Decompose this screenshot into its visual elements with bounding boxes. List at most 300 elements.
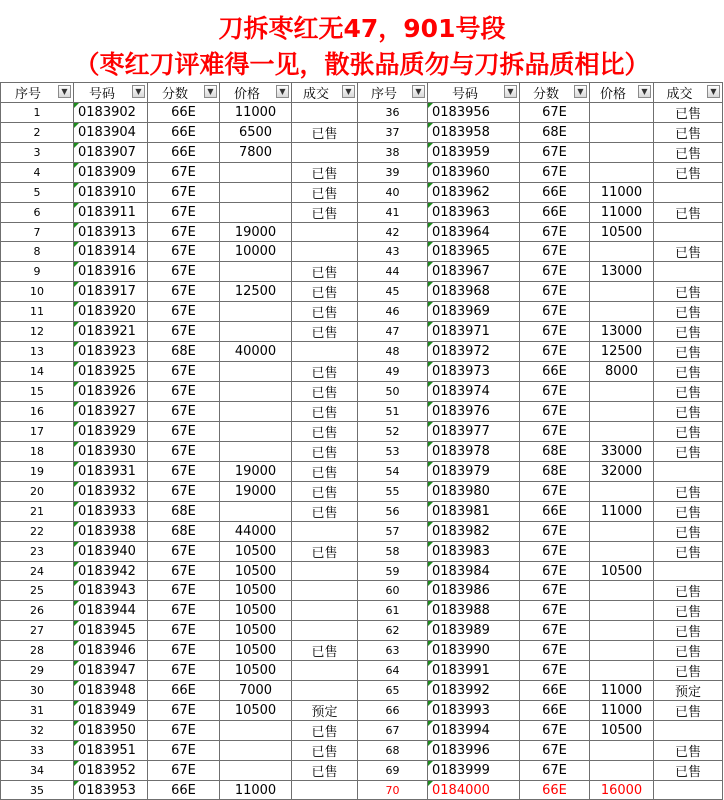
score-cell[interactable]: 67E — [520, 342, 590, 362]
row-number-cell[interactable]: 5 — [1, 183, 74, 203]
score-cell[interactable]: 67E — [148, 422, 220, 442]
deal-status-cell[interactable] — [292, 103, 358, 123]
price-cell[interactable] — [590, 382, 654, 402]
row-number-cell[interactable]: 58 — [358, 542, 428, 562]
deal-status-cell[interactable]: 已售 — [654, 641, 723, 661]
score-cell[interactable]: 67E — [148, 542, 220, 562]
row-number-cell[interactable]: 61 — [358, 601, 428, 621]
score-cell[interactable]: 67E — [148, 621, 220, 641]
price-cell[interactable] — [220, 382, 292, 402]
code-cell[interactable]: 0183953 — [74, 781, 148, 800]
code-cell[interactable]: 0183933 — [74, 502, 148, 522]
code-cell[interactable]: 0183917 — [74, 282, 148, 302]
deal-status-cell[interactable] — [654, 462, 723, 482]
score-cell[interactable]: 67E — [520, 402, 590, 422]
row-number-cell[interactable]: 65 — [358, 681, 428, 701]
code-cell[interactable]: 0183960 — [428, 163, 520, 183]
row-number-cell[interactable]: 34 — [1, 761, 74, 781]
deal-status-cell[interactable]: 已售 — [654, 482, 723, 502]
price-cell[interactable]: 19000 — [220, 223, 292, 242]
deal-status-cell[interactable]: 已售 — [292, 203, 358, 223]
row-number-cell[interactable]: 62 — [358, 621, 428, 641]
price-cell[interactable]: 10500 — [220, 562, 292, 581]
row-number-cell[interactable]: 21 — [1, 502, 74, 522]
price-cell[interactable] — [220, 442, 292, 462]
score-cell[interactable]: 67E — [148, 581, 220, 601]
price-cell[interactable]: 10000 — [220, 242, 292, 262]
deal-status-cell[interactable] — [292, 781, 358, 800]
row-number-cell[interactable]: 30 — [1, 681, 74, 701]
deal-status-cell[interactable] — [292, 681, 358, 701]
price-cell[interactable] — [590, 302, 654, 322]
row-number-cell[interactable]: 31 — [1, 701, 74, 721]
code-cell[interactable]: 0183945 — [74, 621, 148, 641]
price-cell[interactable]: 19000 — [220, 462, 292, 482]
deal-status-cell[interactable] — [292, 661, 358, 681]
row-number-cell[interactable]: 52 — [358, 422, 428, 442]
code-cell[interactable]: 0183980 — [428, 482, 520, 502]
col-header-score-2[interactable] — [520, 83, 590, 103]
row-number-cell[interactable]: 8 — [1, 242, 74, 262]
deal-status-cell[interactable]: 已售 — [654, 661, 723, 681]
row-number-cell[interactable]: 49 — [358, 362, 428, 382]
code-cell[interactable]: 0183959 — [428, 143, 520, 163]
code-cell[interactable]: 0183923 — [74, 342, 148, 362]
code-cell[interactable]: 0183950 — [74, 721, 148, 741]
score-cell[interactable]: 66E — [148, 143, 220, 163]
score-cell[interactable]: 66E — [148, 681, 220, 701]
filter-dropdown-icon[interactable]: ▼ — [58, 85, 71, 98]
score-cell[interactable]: 67E — [148, 641, 220, 661]
deal-status-cell[interactable]: 预定 — [654, 681, 723, 701]
price-cell[interactable] — [590, 581, 654, 601]
row-number-cell[interactable]: 63 — [358, 641, 428, 661]
row-number-cell[interactable]: 18 — [1, 442, 74, 462]
deal-status-cell[interactable]: 已售 — [654, 741, 723, 761]
score-cell[interactable]: 67E — [520, 522, 590, 542]
code-cell[interactable]: 0183907 — [74, 143, 148, 163]
code-cell[interactable]: 0183963 — [428, 203, 520, 223]
score-cell[interactable]: 67E — [520, 482, 590, 502]
score-cell[interactable]: 66E — [520, 681, 590, 701]
code-cell[interactable]: 0183981 — [428, 502, 520, 522]
price-cell[interactable] — [220, 322, 292, 342]
score-cell[interactable]: 67E — [148, 761, 220, 781]
score-cell[interactable]: 67E — [148, 223, 220, 242]
price-cell[interactable] — [590, 621, 654, 641]
code-cell[interactable]: 0183977 — [428, 422, 520, 442]
score-cell[interactable]: 67E — [148, 482, 220, 502]
row-number-cell[interactable]: 26 — [1, 601, 74, 621]
price-cell[interactable] — [220, 362, 292, 382]
deal-status-cell[interactable] — [654, 781, 723, 800]
score-cell[interactable]: 68E — [520, 462, 590, 482]
code-cell[interactable]: 0183946 — [74, 641, 148, 661]
score-cell[interactable]: 67E — [520, 581, 590, 601]
deal-status-cell[interactable] — [292, 242, 358, 262]
row-number-cell[interactable]: 6 — [1, 203, 74, 223]
price-cell[interactable]: 8000 — [590, 362, 654, 382]
filter-dropdown-icon[interactable]: ▼ — [342, 85, 355, 98]
price-cell[interactable] — [590, 143, 654, 163]
deal-status-cell[interactable] — [292, 601, 358, 621]
row-number-cell[interactable]: 32 — [1, 721, 74, 741]
code-cell[interactable]: 0183958 — [428, 123, 520, 143]
code-cell[interactable]: 0183904 — [74, 123, 148, 143]
row-number-cell[interactable]: 2 — [1, 123, 74, 143]
price-cell[interactable] — [220, 262, 292, 282]
price-cell[interactable]: 7800 — [220, 143, 292, 163]
score-cell[interactable]: 67E — [520, 641, 590, 661]
row-number-cell[interactable]: 59 — [358, 562, 428, 581]
code-cell[interactable]: 0183949 — [74, 701, 148, 721]
score-cell[interactable]: 67E — [520, 382, 590, 402]
score-cell[interactable]: 66E — [520, 203, 590, 223]
deal-status-cell[interactable]: 已售 — [654, 422, 723, 442]
deal-status-cell[interactable] — [292, 522, 358, 542]
price-cell[interactable] — [220, 203, 292, 223]
row-number-cell[interactable]: 55 — [358, 482, 428, 502]
score-cell[interactable]: 67E — [520, 741, 590, 761]
score-cell[interactable]: 67E — [148, 262, 220, 282]
deal-status-cell[interactable]: 已售 — [654, 621, 723, 641]
row-number-cell[interactable]: 12 — [1, 322, 74, 342]
code-cell[interactable]: 0183947 — [74, 661, 148, 681]
code-cell[interactable]: 0183938 — [74, 522, 148, 542]
row-number-cell[interactable]: 70 — [358, 781, 428, 800]
row-number-cell[interactable]: 40 — [358, 183, 428, 203]
deal-status-cell[interactable]: 已售 — [654, 143, 723, 163]
row-number-cell[interactable]: 53 — [358, 442, 428, 462]
filter-dropdown-icon[interactable]: ▼ — [504, 85, 517, 98]
deal-status-cell[interactable]: 已售 — [654, 123, 723, 143]
score-cell[interactable]: 67E — [148, 242, 220, 262]
code-cell[interactable]: 0183914 — [74, 242, 148, 262]
price-cell[interactable]: 10500 — [220, 621, 292, 641]
price-cell[interactable] — [590, 163, 654, 183]
row-number-cell[interactable]: 42 — [358, 223, 428, 242]
row-number-cell[interactable]: 67 — [358, 721, 428, 741]
row-number-cell[interactable]: 60 — [358, 581, 428, 601]
score-cell[interactable]: 67E — [520, 761, 590, 781]
score-cell[interactable]: 67E — [148, 302, 220, 322]
row-number-cell[interactable]: 7 — [1, 223, 74, 242]
code-cell[interactable]: 0183913 — [74, 223, 148, 242]
row-number-cell[interactable]: 41 — [358, 203, 428, 223]
deal-status-cell[interactable] — [654, 262, 723, 282]
code-cell[interactable]: 0183989 — [428, 621, 520, 641]
score-cell[interactable]: 67E — [148, 462, 220, 482]
col-header-price[interactable] — [220, 83, 292, 103]
score-cell[interactable]: 67E — [148, 701, 220, 721]
score-cell[interactable]: 67E — [148, 362, 220, 382]
row-number-cell[interactable]: 66 — [358, 701, 428, 721]
row-number-cell[interactable]: 4 — [1, 163, 74, 183]
row-number-cell[interactable]: 17 — [1, 422, 74, 442]
code-cell[interactable]: 0183973 — [428, 362, 520, 382]
deal-status-cell[interactable]: 已售 — [654, 322, 723, 342]
row-number-cell[interactable]: 45 — [358, 282, 428, 302]
deal-status-cell[interactable] — [292, 342, 358, 362]
row-number-cell[interactable]: 38 — [358, 143, 428, 163]
deal-status-cell[interactable] — [292, 621, 358, 641]
score-cell[interactable]: 67E — [148, 382, 220, 402]
row-number-cell[interactable]: 47 — [358, 322, 428, 342]
deal-status-cell[interactable]: 已售 — [654, 163, 723, 183]
row-number-cell[interactable]: 13 — [1, 342, 74, 362]
deal-status-cell[interactable]: 已售 — [292, 362, 358, 382]
code-cell[interactable]: 0183910 — [74, 183, 148, 203]
row-number-cell[interactable]: 24 — [1, 562, 74, 581]
price-cell[interactable] — [220, 402, 292, 422]
code-cell[interactable]: 0183942 — [74, 562, 148, 581]
code-cell[interactable]: 0183983 — [428, 542, 520, 562]
price-cell[interactable]: 12500 — [590, 342, 654, 362]
code-cell[interactable]: 0183968 — [428, 282, 520, 302]
price-cell[interactable]: 10500 — [590, 721, 654, 741]
price-cell[interactable]: 10500 — [220, 581, 292, 601]
row-number-cell[interactable]: 23 — [1, 542, 74, 562]
score-cell[interactable]: 66E — [148, 123, 220, 143]
price-cell[interactable] — [220, 163, 292, 183]
deal-status-cell[interactable]: 已售 — [654, 522, 723, 542]
score-cell[interactable]: 67E — [148, 402, 220, 422]
row-number-cell[interactable]: 50 — [358, 382, 428, 402]
row-number-cell[interactable]: 69 — [358, 761, 428, 781]
row-number-cell[interactable]: 16 — [1, 402, 74, 422]
score-cell[interactable]: 68E — [520, 123, 590, 143]
filter-dropdown-icon[interactable]: ▼ — [132, 85, 145, 98]
col-header-code[interactable] — [74, 83, 148, 103]
price-cell[interactable] — [590, 282, 654, 302]
row-number-cell[interactable]: 37 — [358, 123, 428, 143]
deal-status-cell[interactable]: 已售 — [292, 262, 358, 282]
code-cell[interactable]: 0183932 — [74, 482, 148, 502]
code-cell[interactable]: 0184000 — [428, 781, 520, 800]
deal-status-cell[interactable]: 已售 — [654, 442, 723, 462]
score-cell[interactable]: 67E — [520, 262, 590, 282]
deal-status-cell[interactable]: 已售 — [292, 183, 358, 203]
score-cell[interactable]: 67E — [520, 601, 590, 621]
code-cell[interactable]: 0183999 — [428, 761, 520, 781]
price-cell[interactable]: 11000 — [220, 103, 292, 123]
score-cell[interactable]: 67E — [148, 741, 220, 761]
price-cell[interactable]: 10500 — [590, 562, 654, 581]
deal-status-cell[interactable]: 已售 — [292, 123, 358, 143]
deal-status-cell[interactable] — [654, 183, 723, 203]
deal-status-cell[interactable]: 已售 — [292, 282, 358, 302]
code-cell[interactable]: 0183927 — [74, 402, 148, 422]
code-cell[interactable]: 0183962 — [428, 183, 520, 203]
col-header-score[interactable] — [148, 83, 220, 103]
score-cell[interactable]: 67E — [148, 322, 220, 342]
row-number-cell[interactable]: 48 — [358, 342, 428, 362]
price-cell[interactable]: 32000 — [590, 462, 654, 482]
code-cell[interactable]: 0183991 — [428, 661, 520, 681]
score-cell[interactable]: 66E — [520, 502, 590, 522]
score-cell[interactable]: 67E — [148, 442, 220, 462]
score-cell[interactable]: 67E — [520, 621, 590, 641]
col-header-price-2[interactable] — [590, 83, 654, 103]
deal-status-cell[interactable]: 已售 — [292, 641, 358, 661]
deal-status-cell[interactable]: 已售 — [654, 382, 723, 402]
code-cell[interactable]: 0183951 — [74, 741, 148, 761]
price-cell[interactable]: 13000 — [590, 262, 654, 282]
code-cell[interactable]: 0183994 — [428, 721, 520, 741]
code-cell[interactable]: 0183911 — [74, 203, 148, 223]
score-cell[interactable]: 67E — [520, 163, 590, 183]
score-cell[interactable]: 67E — [520, 143, 590, 163]
price-cell[interactable]: 19000 — [220, 482, 292, 502]
row-number-cell[interactable]: 3 — [1, 143, 74, 163]
row-number-cell[interactable]: 9 — [1, 262, 74, 282]
row-number-cell[interactable]: 1 — [1, 103, 74, 123]
deal-status-cell[interactable] — [654, 223, 723, 242]
score-cell[interactable]: 67E — [520, 322, 590, 342]
price-cell[interactable]: 11000 — [220, 781, 292, 800]
code-cell[interactable]: 0183952 — [74, 761, 148, 781]
code-cell[interactable]: 0183986 — [428, 581, 520, 601]
price-cell[interactable]: 12500 — [220, 282, 292, 302]
deal-status-cell[interactable]: 已售 — [292, 302, 358, 322]
row-number-cell[interactable]: 57 — [358, 522, 428, 542]
price-cell[interactable]: 33000 — [590, 442, 654, 462]
price-cell[interactable]: 10500 — [590, 223, 654, 242]
price-cell[interactable]: 11000 — [590, 183, 654, 203]
code-cell[interactable]: 0183916 — [74, 262, 148, 282]
row-number-cell[interactable]: 10 — [1, 282, 74, 302]
score-cell[interactable]: 67E — [520, 562, 590, 581]
deal-status-cell[interactable] — [292, 143, 358, 163]
col-header-no-2[interactable] — [358, 83, 428, 103]
code-cell[interactable]: 0183972 — [428, 342, 520, 362]
deal-status-cell[interactable]: 已售 — [292, 482, 358, 502]
score-cell[interactable]: 67E — [148, 661, 220, 681]
filter-dropdown-icon[interactable]: ▼ — [204, 85, 217, 98]
deal-status-cell[interactable] — [292, 562, 358, 581]
deal-status-cell[interactable]: 已售 — [654, 282, 723, 302]
deal-status-cell[interactable] — [292, 223, 358, 242]
price-cell[interactable]: 6500 — [220, 123, 292, 143]
row-number-cell[interactable]: 19 — [1, 462, 74, 482]
price-cell[interactable] — [220, 183, 292, 203]
price-cell[interactable] — [590, 242, 654, 262]
score-cell[interactable]: 67E — [148, 203, 220, 223]
deal-status-cell[interactable] — [654, 562, 723, 581]
row-number-cell[interactable]: 25 — [1, 581, 74, 601]
deal-status-cell[interactable]: 已售 — [654, 601, 723, 621]
code-cell[interactable]: 0183974 — [428, 382, 520, 402]
deal-status-cell[interactable]: 已售 — [654, 203, 723, 223]
deal-status-cell[interactable]: 已售 — [654, 502, 723, 522]
score-cell[interactable]: 67E — [148, 163, 220, 183]
price-cell[interactable]: 10500 — [220, 641, 292, 661]
deal-status-cell[interactable]: 已售 — [654, 542, 723, 562]
price-cell[interactable] — [590, 641, 654, 661]
score-cell[interactable]: 67E — [520, 302, 590, 322]
code-cell[interactable]: 0183930 — [74, 442, 148, 462]
price-cell[interactable]: 11000 — [590, 681, 654, 701]
deal-status-cell[interactable]: 已售 — [654, 362, 723, 382]
deal-status-cell[interactable]: 已售 — [654, 342, 723, 362]
deal-status-cell[interactable]: 已售 — [654, 402, 723, 422]
code-cell[interactable]: 0183909 — [74, 163, 148, 183]
deal-status-cell[interactable]: 已售 — [292, 721, 358, 741]
deal-status-cell[interactable]: 已售 — [654, 581, 723, 601]
score-cell[interactable]: 67E — [148, 601, 220, 621]
filter-dropdown-icon[interactable]: ▼ — [707, 85, 720, 98]
row-number-cell[interactable]: 64 — [358, 661, 428, 681]
price-cell[interactable] — [220, 302, 292, 322]
col-header-deal[interactable] — [292, 83, 358, 103]
price-cell[interactable] — [590, 422, 654, 442]
code-cell[interactable]: 0183929 — [74, 422, 148, 442]
price-cell[interactable] — [590, 123, 654, 143]
price-cell[interactable] — [220, 721, 292, 741]
row-number-cell[interactable]: 29 — [1, 661, 74, 681]
code-cell[interactable]: 0183967 — [428, 262, 520, 282]
deal-status-cell[interactable]: 预定 — [292, 701, 358, 721]
deal-status-cell[interactable]: 已售 — [292, 542, 358, 562]
price-cell[interactable]: 13000 — [590, 322, 654, 342]
price-cell[interactable] — [590, 601, 654, 621]
col-header-no[interactable] — [1, 83, 74, 103]
score-cell[interactable]: 67E — [520, 422, 590, 442]
deal-status-cell[interactable]: 已售 — [292, 163, 358, 183]
price-cell[interactable]: 11000 — [590, 701, 654, 721]
price-cell[interactable]: 11000 — [590, 203, 654, 223]
row-number-cell[interactable]: 43 — [358, 242, 428, 262]
score-cell[interactable]: 67E — [520, 103, 590, 123]
code-cell[interactable]: 0183965 — [428, 242, 520, 262]
code-cell[interactable]: 0183979 — [428, 462, 520, 482]
row-number-cell[interactable]: 14 — [1, 362, 74, 382]
score-cell[interactable]: 67E — [520, 242, 590, 262]
deal-status-cell[interactable]: 已售 — [292, 462, 358, 482]
price-cell[interactable]: 10500 — [220, 701, 292, 721]
code-cell[interactable]: 0183944 — [74, 601, 148, 621]
score-cell[interactable]: 68E — [148, 522, 220, 542]
row-number-cell[interactable]: 20 — [1, 482, 74, 502]
col-header-code-2[interactable] — [428, 83, 520, 103]
row-number-cell[interactable]: 28 — [1, 641, 74, 661]
code-cell[interactable]: 0183926 — [74, 382, 148, 402]
row-number-cell[interactable]: 46 — [358, 302, 428, 322]
price-cell[interactable]: 10500 — [220, 601, 292, 621]
price-cell[interactable] — [590, 542, 654, 562]
price-cell[interactable]: 10500 — [220, 661, 292, 681]
deal-status-cell[interactable]: 已售 — [292, 422, 358, 442]
price-cell[interactable]: 10500 — [220, 542, 292, 562]
code-cell[interactable]: 0183992 — [428, 681, 520, 701]
code-cell[interactable]: 0183920 — [74, 302, 148, 322]
row-number-cell[interactable]: 44 — [358, 262, 428, 282]
code-cell[interactable]: 0183993 — [428, 701, 520, 721]
score-cell[interactable]: 66E — [520, 183, 590, 203]
price-cell[interactable] — [220, 422, 292, 442]
code-cell[interactable]: 0183902 — [74, 103, 148, 123]
code-cell[interactable]: 0183969 — [428, 302, 520, 322]
score-cell[interactable]: 66E — [148, 781, 220, 800]
row-number-cell[interactable]: 39 — [358, 163, 428, 183]
deal-status-cell[interactable]: 已售 — [654, 302, 723, 322]
score-cell[interactable]: 67E — [148, 562, 220, 581]
price-cell[interactable]: 11000 — [590, 502, 654, 522]
code-cell[interactable]: 0183996 — [428, 741, 520, 761]
row-number-cell[interactable]: 68 — [358, 741, 428, 761]
score-cell[interactable]: 67E — [148, 721, 220, 741]
score-cell[interactable]: 67E — [520, 661, 590, 681]
